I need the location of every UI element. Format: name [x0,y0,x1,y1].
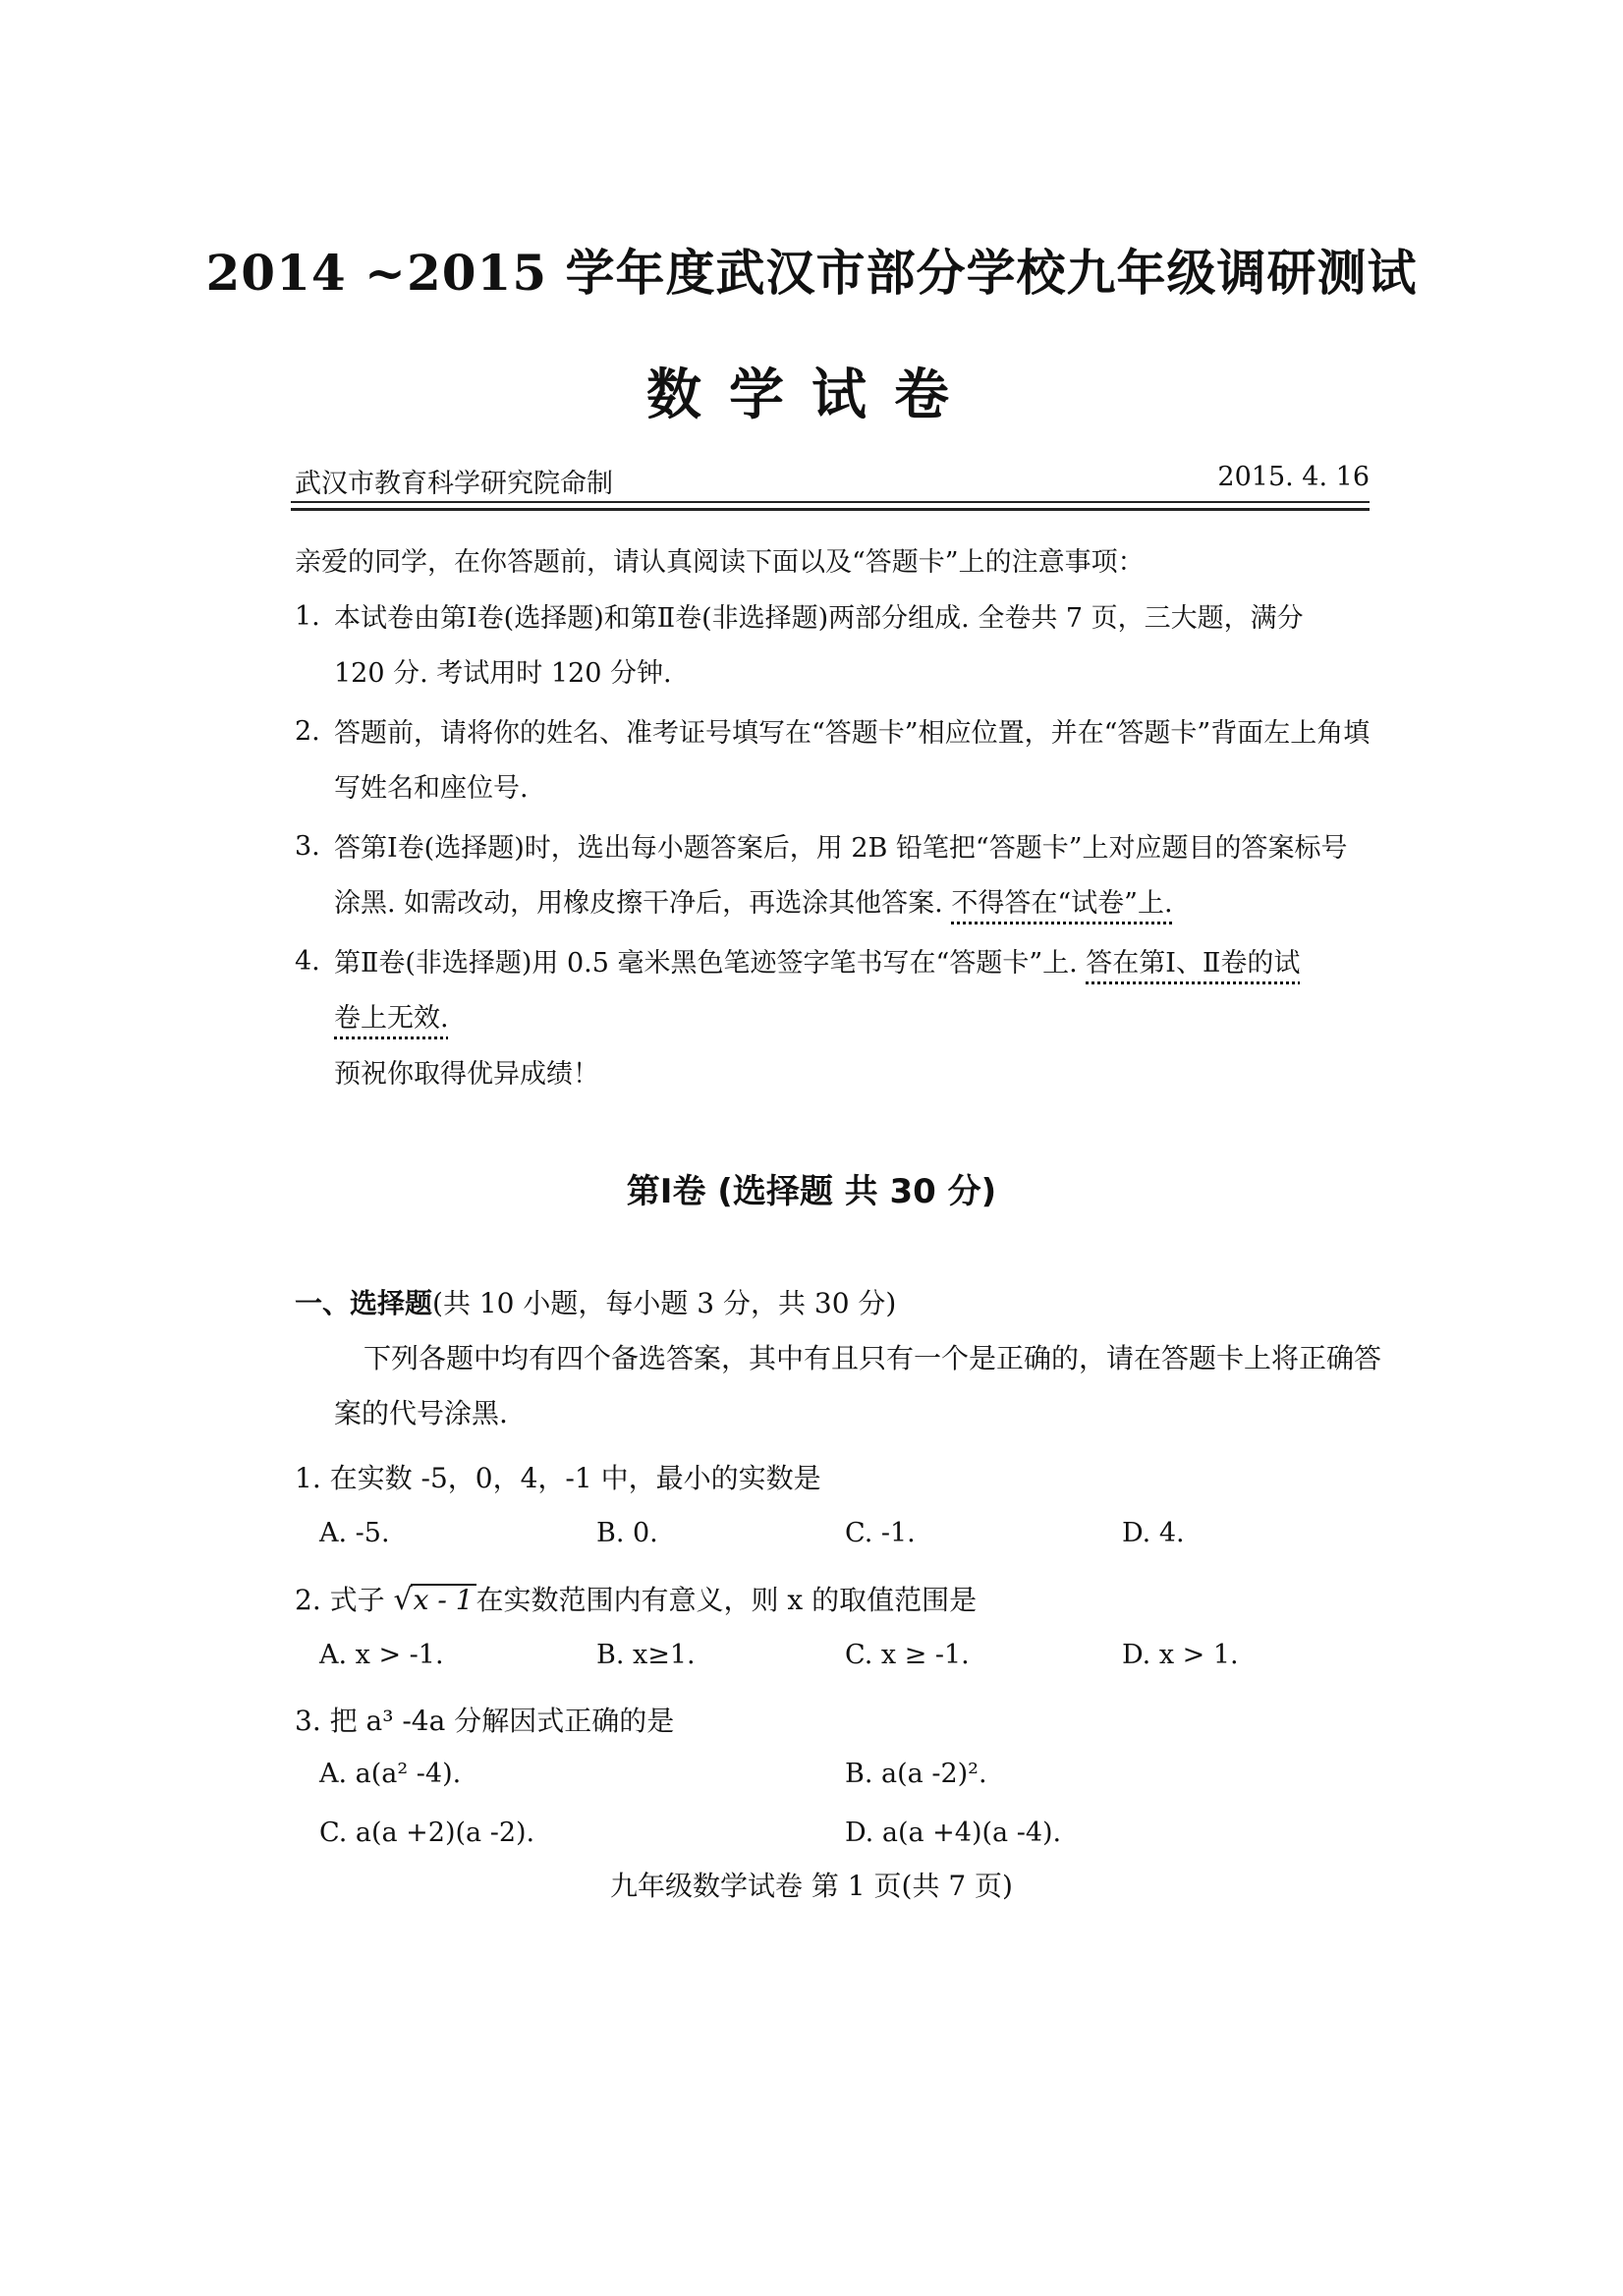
notice-item-3-line-2 [334,886,1173,922]
page-footer: 九年级数学试卷 第 1 页(共 7 页) [610,1870,1013,1902]
question-3-option-a: A. a(a² -4). [319,1759,462,1789]
notice-intro: 亲爱的同学，在你答题前，请认真阅读下面以及“答题卡”上的注意事项： [295,547,1145,578]
question-3-stem: 3. 把 a³ -4a 分解因式正确的是 [295,1705,675,1737]
notice-item-1-line-2: 120 分. 考试用时 120 分钟. [334,658,672,689]
instruction-line-1: 下列各题中均有四个备选答案，其中有且只有一个是正确的，请在答题卡上将正确答 [364,1342,1382,1374]
exam-subject: 数学试卷 [646,363,977,427]
notice-item-3-line-2-plain: 涂黑. 如需改动，用橡皮擦干净后，再选涂其他答案. [334,888,952,919]
part-label: 一、选择题 [295,1287,433,1319]
notice-item-3-number: 3. [295,831,320,862]
notice-item-1-number: 1. [295,601,320,632]
question-1-option-a: A. -5. [319,1518,390,1548]
notice-item-4-emphasis-2: 卷上无效. [334,1003,449,1034]
notice-item-4-emphasis: 答在第Ⅰ、Ⅱ卷的试 [1086,948,1301,979]
exam-title: 2014 ~2015 学年度武汉市部分学校九年级调研测试 [205,244,1418,302]
question-1-option-b: B. 0. [596,1518,658,1548]
part-description: (共 10 小题，每小题 3 分，共 30 分) [432,1287,897,1319]
exam-date: 2015. 4. 16 [1217,462,1370,492]
notice-item-2-line-1: 答题前，请将你的姓名、准考证号填写在“答题卡”相应位置，并在“答题卡”背面左上角填 [334,718,1371,749]
question-2-prefix: 2. 式子 [295,1584,394,1616]
notice-wish: 预祝你取得优异成绩！ [334,1059,599,1090]
question-3-option-b: B. a(a -2)². [845,1759,987,1789]
question-2-option-a: A. x > -1. [319,1640,444,1670]
notice-item-2-number: 2. [295,716,320,747]
issuer: 武汉市教育科学研究院命制 [295,469,613,499]
question-2-option-d: D. x > 1. [1122,1640,1239,1670]
question-3-option-d: D. a(a +4)(a -4). [845,1818,1062,1848]
question-2-radicand: x - 1 [411,1584,476,1615]
notice-item-4-number: 4. [295,946,320,977]
question-1-stem: 1. 在实数 -5，0，4，-1 中，最小的实数是 [295,1462,821,1494]
radical-sign-icon: √ [393,1583,413,1617]
notice-item-4-line-1 [334,946,1300,981]
header-rule-thin [291,501,1370,503]
question-1-option-d: D. 4. [1122,1518,1185,1548]
section-title: 第Ⅰ卷 (选择题 共 30 分) [626,1172,997,1211]
question-2-suffix: 在实数范围内有意义，则 x 的取值范围是 [476,1584,978,1616]
question-2-stem [295,1579,977,1618]
notice-item-4-line-1-plain: 第Ⅱ卷(非选择题)用 0.5 毫米黑色笔迹签字笔书写在“答题卡”上. [334,948,1087,979]
notice-item-2-line-2: 写姓名和座位号. [334,773,529,804]
question-2-option-b: B. x≥1. [596,1640,696,1670]
instruction-line-2: 案的代号涂黑. [334,1397,508,1429]
question-2-option-c: C. x ≥ -1. [845,1640,970,1670]
notice-item-3-line-1: 答第Ⅰ卷(选择题)时，选出每小题答案后，用 2B 铅笔把“答题卡”上对应题目的答案标号 [334,833,1348,864]
notice-item-4-line-2 [334,1001,449,1036]
header-rule-thick [291,508,1370,511]
notice-item-3-emphasis: 不得答在“试卷”上. [951,888,1173,919]
notice-item-1-line-1: 本试卷由第Ⅰ卷(选择题)和第Ⅱ卷(非选择题)两部分组成. 全卷共 7 页，三大题，满分 [334,603,1304,634]
question-1-option-c: C. -1. [845,1518,916,1548]
part-heading [295,1282,896,1321]
question-3-option-c: C. a(a +2)(a -2). [319,1818,535,1848]
